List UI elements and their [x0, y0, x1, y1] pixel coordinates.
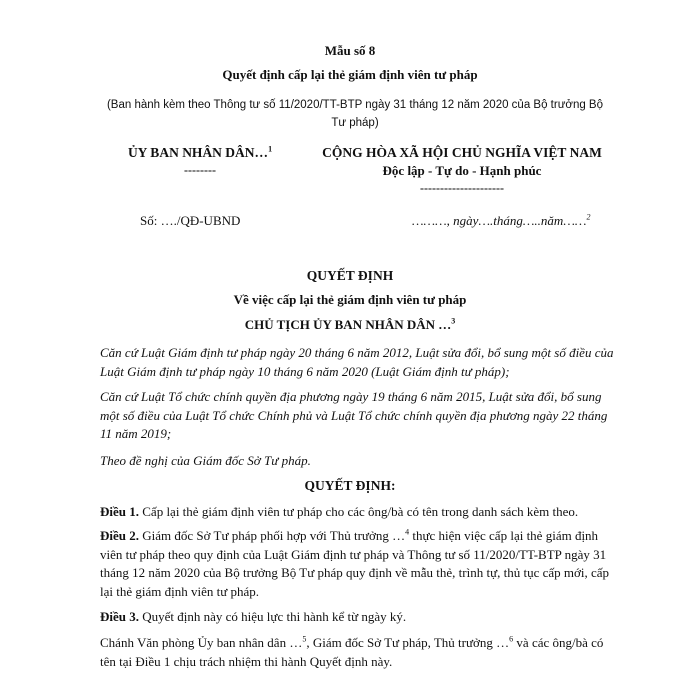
footnote-ref: 2: [586, 212, 591, 222]
footnote-ref: 5: [302, 634, 307, 644]
decision-heading: QUYẾT ĐỊNH: [306, 268, 394, 283]
footnote-ref: 3: [451, 316, 456, 326]
article-label: Điều 2.: [100, 528, 139, 543]
document-number: Số: …./QĐ-UBND: [140, 213, 241, 228]
issued-by-note: (Ban hành kèm theo Thông tư số 11/2020/TT-BTP ngày 31 tháng 12 năm 2020 của Bộ trưởng Bộ Tư pháp): [106, 99, 604, 129]
footnote-ref: 1: [268, 144, 273, 154]
article-3: Điều 3. Quyết định này có hiệu lực thi hành kể từ ngày ký.: [100, 609, 407, 624]
footnote-ref: 4: [405, 527, 410, 537]
execution-clause: Chánh Văn phòng Ủy ban nhân dân …$^5$, Giám đốc Sở Tư pháp, Thủ trưởng …$^6$ và các ông/bà có tên tại Điều 1 chịu trách nhiệm thi hành Quyết định này.: [100, 634, 604, 669]
decides-heading: QUYẾT ĐỊNH:: [304, 478, 396, 493]
article-2: Điều 2. Giám đốc Sở Tư pháp phối hợp với Thủ trưởng …$^4$ thực hiện việc cấp lại thẻ giám định viên tư pháp theo quy định của Luật Giám định tư pháp và Thông tư số 11/2020/TT-BTP ngày 31 tháng 12 năm 2020 của Bộ trưởng Bộ Tư pháp quy định về mẫu thẻ, trình tự, thủ tục cấp mới, cấp lại thẻ giám định viên tư pháp.: [100, 527, 610, 599]
issuing-organization: ỦY BAN NHÂN DÂN…$^1$: [127, 144, 273, 160]
decision-authority: CHỦ TỊCH ỦY BAN NHÂN DÂN …$^3$: [244, 316, 456, 332]
national-motto: Độc lập - Tự do - Hạnh phúc: [382, 163, 542, 178]
article-label: Điều 3.: [100, 609, 139, 624]
legal-basis-2: Căn cứ Luật Tổ chức chính quyền địa phương ngày 19 tháng 6 năm 2015, Luật sửa đổi, bổ sung một số điều của Luật Tổ chức Chính phủ và Luật Tổ chức chính quyền địa phương ngày 22 tháng 11 năm 2019;: [100, 389, 608, 441]
org-divider: --------: [184, 163, 216, 177]
date-line: ………, ngày….tháng…..năm……$^2$: [412, 212, 591, 228]
document-title: Quyết định cấp lại thẻ giám định viên tư pháp: [222, 67, 478, 82]
footnote-ref: 6: [509, 634, 514, 644]
article-label: Điều 1.: [100, 504, 139, 519]
article-1: Điều 1. Cấp lại thẻ giám định viên tư pháp cho các ông/bà có tên trong danh sách kèm theo.: [100, 504, 579, 519]
decision-subject: Về việc cấp lại thẻ giám định viên tư pháp: [233, 292, 467, 307]
form-number: Mẫu số 8: [324, 43, 376, 58]
proposal-line: Theo đề nghị của Giám đốc Sở Tư pháp.: [100, 453, 311, 468]
legal-basis-1: Căn cứ Luật Giám định tư pháp ngày 20 tháng 6 năm 2012, Luật sửa đổi, bổ sung một số điều của Luật Giám định tư pháp ngày 10 tháng 6 năm 2020 (Luật Giám định tư pháp);: [100, 345, 614, 379]
motto-divider: ---------------------: [420, 181, 504, 195]
national-title: CỘNG HÒA XÃ HỘI CHỦ NGHĨA VIỆT NAM: [322, 145, 602, 160]
